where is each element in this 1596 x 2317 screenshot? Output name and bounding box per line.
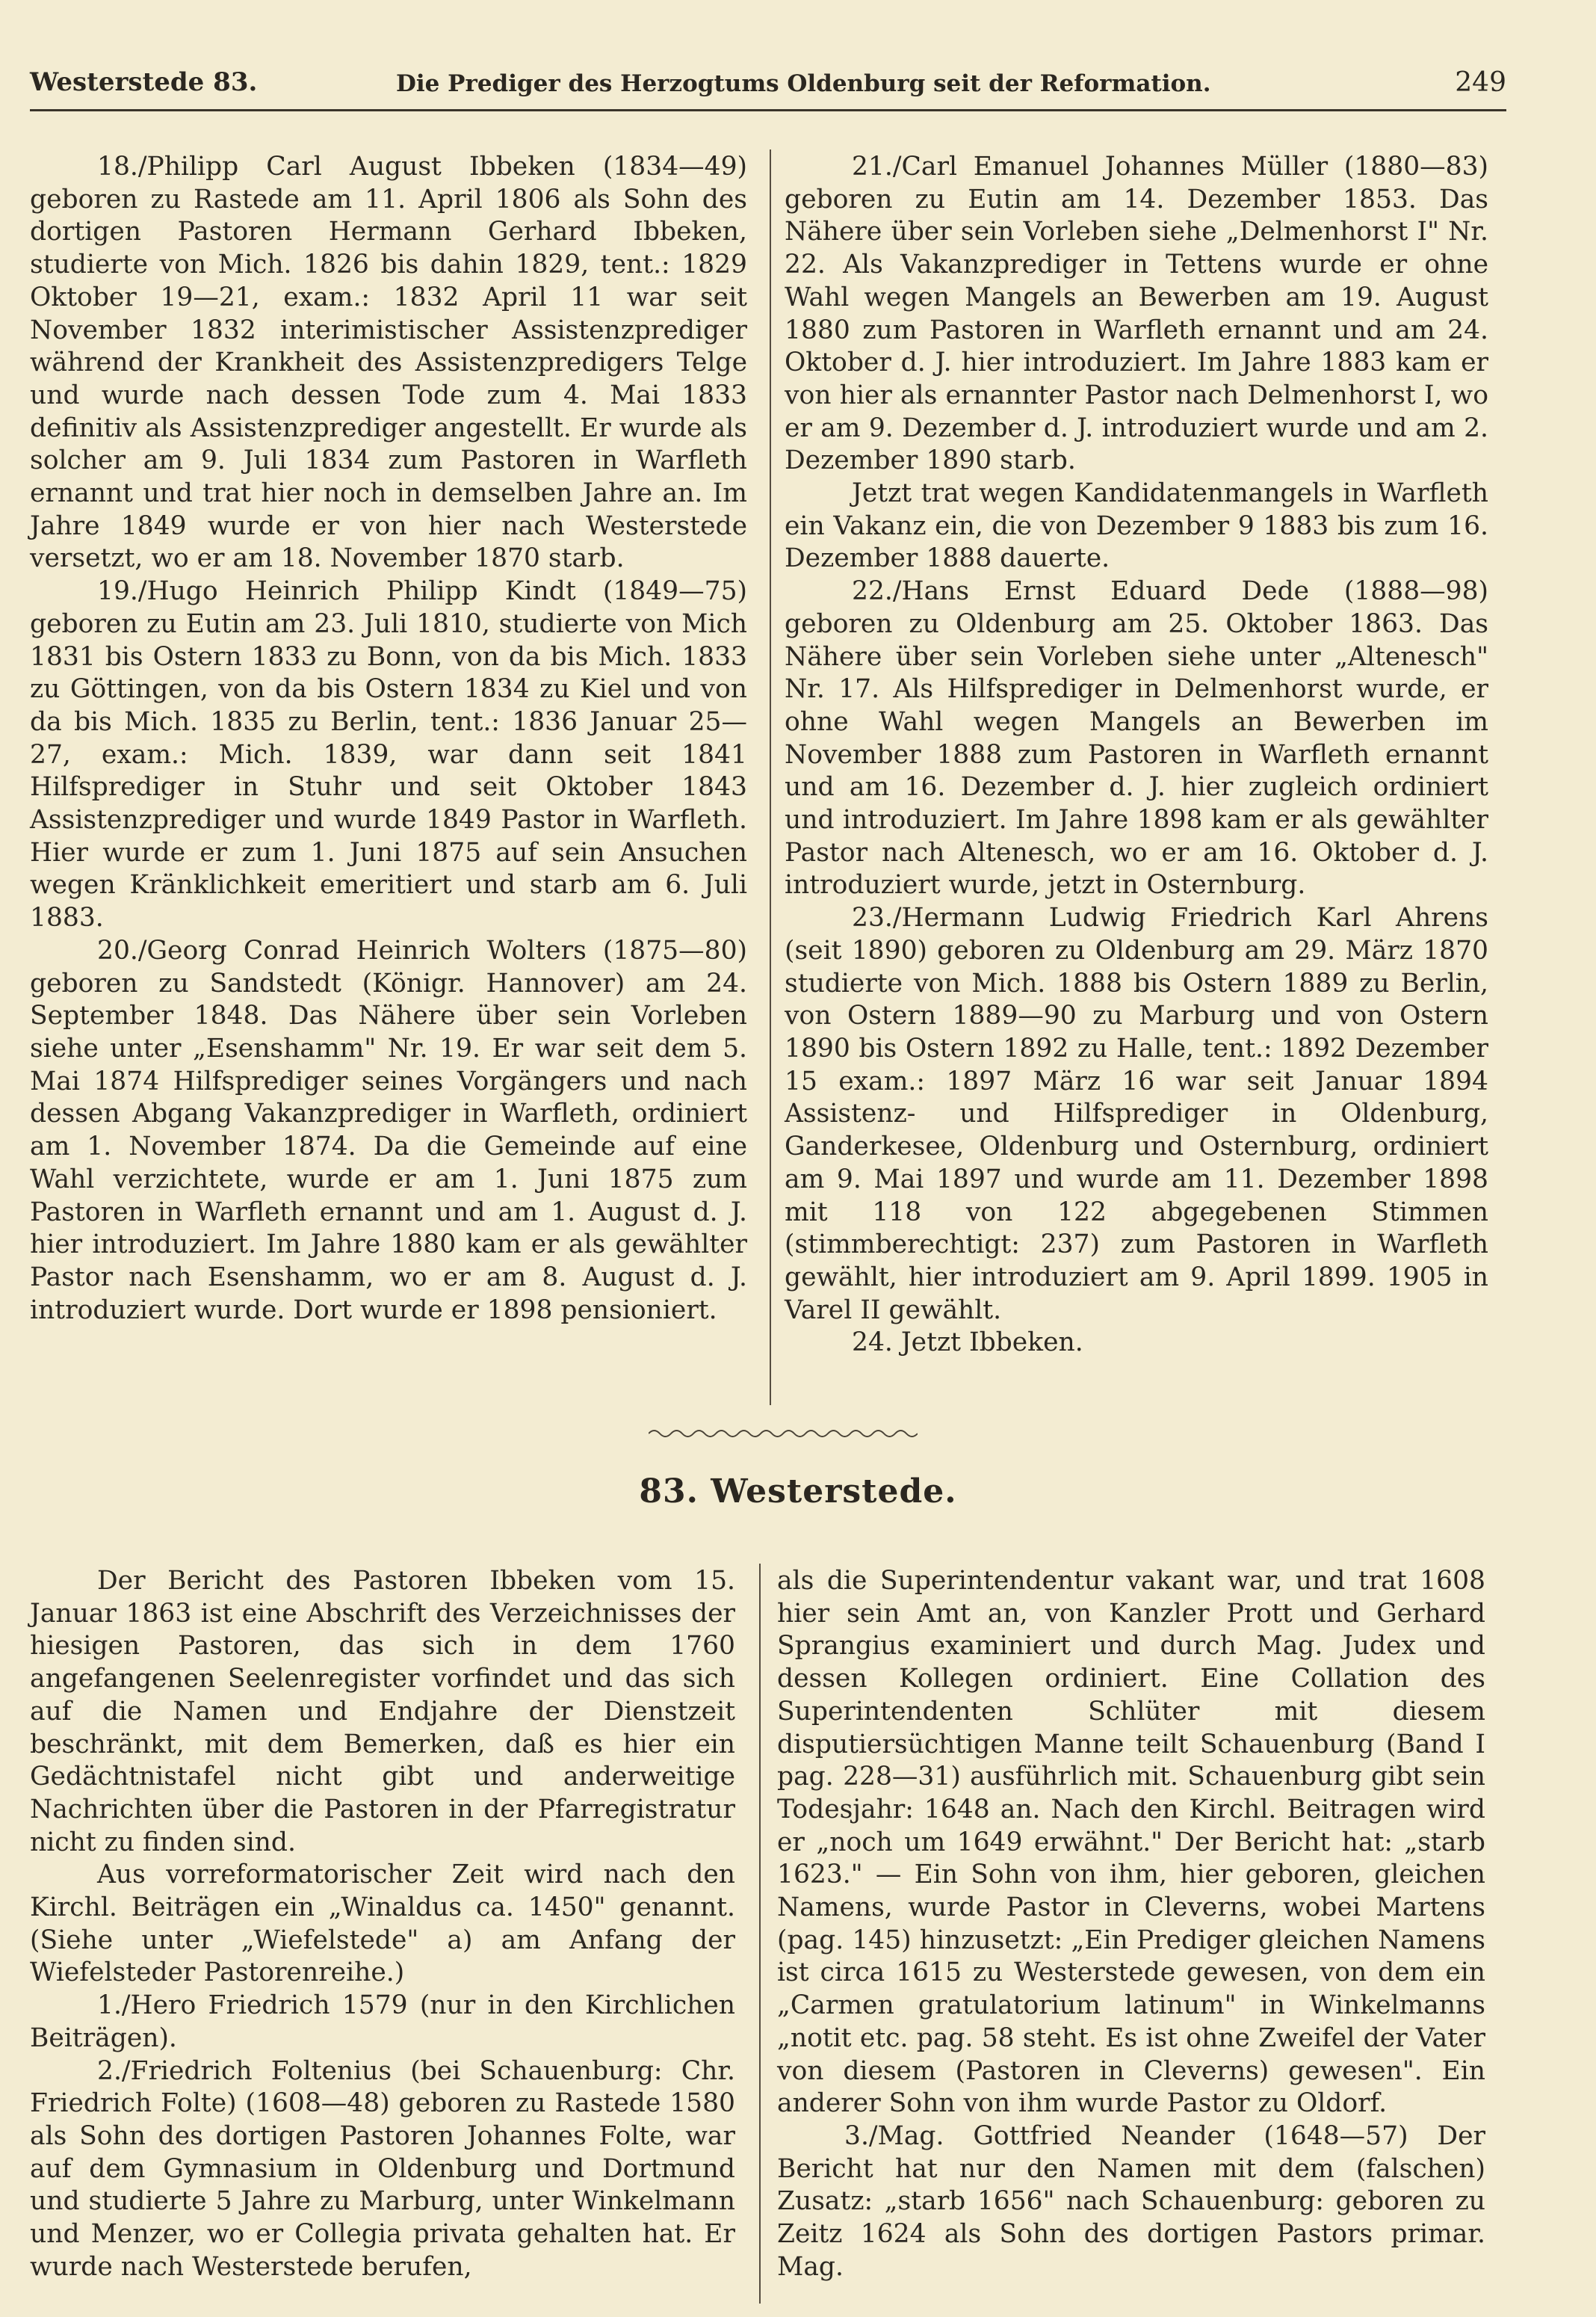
entry-20: 20./Georg Conrad Heinrich Wolters (1875—80) geboren zu Sandstedt (Königr. Hannover) am 24. September 1848. Das Nähere über sein Vorleben siehe unter „Esenshamm" Nr. 19. Er war seit dem 5. Mai 1874 Hilfsprediger seines Vorgängers und nach dessen Abgang Vakanzprediger in Warfleth, ordiniert am 1. November 1874. Da die Gemeinde auf eine Wahl verzichtete, wurde er am 1. Juni 1875 zum Pastoren in Warfleth ernannt und am 1. August d. J. hier introduziert. Im Jahre 1880 kam er als gewählter Pastor nach Esenshamm, wo er am 8. August d. J. introduziert wurde. Dort wurde er 1898 pensioniert. — [30, 935, 747, 1325]
entry-24: 24. Jetzt Ibbeken. — [852, 1327, 1083, 1358]
entry-1: 1./Hero Friedrich 1579 (nur in den Kirchlichen Beiträgen). — [30, 1990, 735, 2053]
bottom-left-column — [30, 1565, 735, 2283]
page-number: 249 — [1455, 67, 1506, 98]
header-rule — [30, 109, 1506, 111]
entry-21: 21./Carl Emanuel Johannes Müller (1880—83) geboren zu Eutin am 14. Dezember 1853. Das Nähere über sein Vorleben siehe „Delmenhorst I" Nr. 22. Als Vakanzprediger in Tettens wurde er ohne Wahl wegen Mangels an Bewerben am 19. August 1880 zum Pastoren in Warfleth ernannt und am 24. Oktober d. J. hier introduziert. Im Jahre 1883 kam er von hier als ernannter Pastor nach Delmenhorst I, wo er am 9. Dezember d. J. introduziert wurde und am 2. Dezember 1890 starb. — [785, 152, 1488, 476]
entry-23: 23./Hermann Ludwig Friedrich Karl Ahrens (seit 1890) geboren zu Oldenburg am 29. März 1870 studierte von Mich. 1888 bis Ostern 1889 zu Berlin, von Ostern 1889—90 zu Marburg und von Ostern 1890 bis Ostern 1892 zu Halle, tent.: 1892 Dezember 15 exam.: 1897 März 16 war seit Januar 1894 Assistenz- und Hilfsprediger in Oldenburg, Ganderkesee, Oldenburg und Osternburg, ordiniert am 9. Mai 1897 und wurde am 11. Dezember 1898 mit 118 von 122 abgegebenen Stimmen (stimmberechtigt: 237) zum Pastoren in Warfleth gewählt, hier introduziert am 9. April 1899. 1905 in Varel II gewählt. — [785, 903, 1488, 1325]
entry-22: 22./Hans Ernst Eduard Dede (1888—98) geboren zu Oldenburg am 25. Oktober 1863. Das Nähere über sein Vorleben siehe unter „Altenesch" Nr. 17. Als Hilfsprediger in Delmenhorst wurde, er ohne Wahl wegen Mangels an Bewerben im November 1888 zum Pastoren in Warfleth ernannt und am 16. Dezember d. J. hier zugleich ordiniert und introduziert. Im Jahre 1898 kam er als gewählter Pastor nach Altenesch, wo er am 16. Oktober d. J. introduziert wurde, jetzt in Osternburg. — [785, 576, 1488, 901]
pre-reformation-note: Aus vorreformatorischer Zeit wird nach den Kirchl. Beiträgen ein „Winaldus ca. 1450" genannt. (Siehe unter „Wiefelstede" a) am Anfang der Wiefelsteder Pastorenreihe.) — [30, 1860, 735, 1988]
entry-3: 3./Mag. Gottfried Neander (1648—57) Der Bericht hat nur den Namen mit dem (falschen) Zusatz: „starb 1656" nach Schauenburg: geboren zu Zeitz 1624 als Sohn des dortigen Pastors primar. Mag. — [777, 2120, 1485, 2282]
top-left-column — [30, 151, 747, 1327]
column-divider-top — [770, 149, 771, 1405]
entry-2: 2./Friedrich Foltenius (bei Schauenburg: Chr. Friedrich Folte) (1608—48) geboren zu Rastede 1580 als Sohn des dortigen Pastoren Johannes Folte, war auf dem Gymnasium in Oldenburg und Dortmund und studierte 5 Jahre zu Marburg, unter Winkelmann und Menzer, wo er Collegia privata gehalten hat. Er wurde nach Westerstede berufen, — [30, 2055, 735, 2282]
running-header — [30, 67, 1506, 105]
column-divider-bottom — [759, 1564, 761, 2304]
bottom-right-column — [777, 1565, 1485, 2283]
entry-19: 19./Hugo Heinrich Philipp Kindt (1849—75) geboren zu Eutin am 23. Juli 1810, studierte von Mich 1831 bis Ostern 1833 zu Bonn, von da bis Mich. 1833 zu Göttingen, von da bis Ostern 1834 zu Kiel und von da bis Mich. 1835 zu Berlin, tent.: 1836 Januar 25—27, exam.: Mich. 1839, war dann seit 1841 Hilfsprediger in Stuhr und seit Oktober 1843 Assistenzprediger und wurde 1849 Pastor in Warfleth. Hier wurde er zum 1. Juni 1875 auf sein Ansuchen wegen Kränklichkeit emeritiert und starb am 6. Juli 1883. — [30, 576, 747, 934]
header-section-ref: Westerstede 83. — [30, 67, 258, 97]
section-title: 83. Westerstede. — [639, 1472, 957, 1511]
entry-18: 18./Philipp Carl August Ibbeken (1834—49) geboren zu Rastede am 11. April 1806 als Sohn des dortigen Pastoren Hermann Gerhard Ibbeken, studierte von Mich. 1826 bis dahin 1829, tent.: 1829 Oktober 19—21, exam.: 1832 April 11 war seit November 1832 interimistischer Assistenzprediger während der Krankheit des Assistenzpredigers Telge und wurde nach dessen Tode zum 4. Mai 1833 definitiv als Assistenzprediger angestellt. Er wurde als solcher am 9. Juli 1834 zum Pastoren in Warfleth ernannt und trat hier noch in demselben Jahre an. Im Jahre 1849 wurde er von hier nach Westerstede versetzt, wo er am 18. November 1870 starb. — [30, 152, 747, 574]
entry-2-continued: als die Superintendentur vakant war, und trat 1608 hier sein Amt an, von Kanzler Prott und Gerhard Sprangius examiniert und durch Mag. Judex und dessen Kollegen ordiniert. Eine Collation des Superintendenten Schlüter mit diesem disputiersüchtigen Manne teilt Schauenburg (Band I pag. 228—31) ausführlich mit. Schauenburg gibt sein Todesjahr: 1648 an. Nach den Kirchl. Beitragen wird er „noch um 1649 erwähnt." Der Bericht hat: „starb 1623." — Ein Sohn von ihm, hier geboren, gleichen Namens, wurde Pastor in Cleverns, wobei Martens (pag. 145) hinzusetzt: „Ein Prediger gleichen Namens ist circa 1615 zu Westerstede gewesen, von dem ein „Carmen gratulatorium latinum" in Winkelmanns „notit etc. pag. 58 steht. Es ist ohne Zweifel der Vater von diesem (Pastoren in Cleverns) gewesen". Ein anderer Sohn von ihm wurde Pastor zu Oldorf. — [777, 1566, 1485, 2119]
vacancy-note: Jetzt trat wegen Kandidatenmangels in Warfleth ein Vakanz ein, die von Dezember 9 1883 bis zum 16. Dezember 1888 dauerte. — [785, 478, 1488, 574]
report-paragraph: Der Bericht des Pastoren Ibbeken vom 15. Januar 1863 ist eine Abschrift des Verzeichnisses der hiesigen Pastoren, das sich in dem 1760 angefangenen Seelenregister vorfindet und das sich auf die Namen und Endjahre der Dienstzeit beschränkt, mit dem Bemerken, daß es hier ein Gedächtnistafel nicht gibt und anderweitige Nachrichten über die Pastoren in der Pfarregistratur nicht zu finden sind. — [30, 1566, 735, 1857]
wavy-divider — [649, 1426, 918, 1441]
top-right-column — [785, 151, 1488, 1360]
header-title: Die Prediger des Herzogtums Oldenburg seit der Reformation. — [396, 70, 1211, 97]
